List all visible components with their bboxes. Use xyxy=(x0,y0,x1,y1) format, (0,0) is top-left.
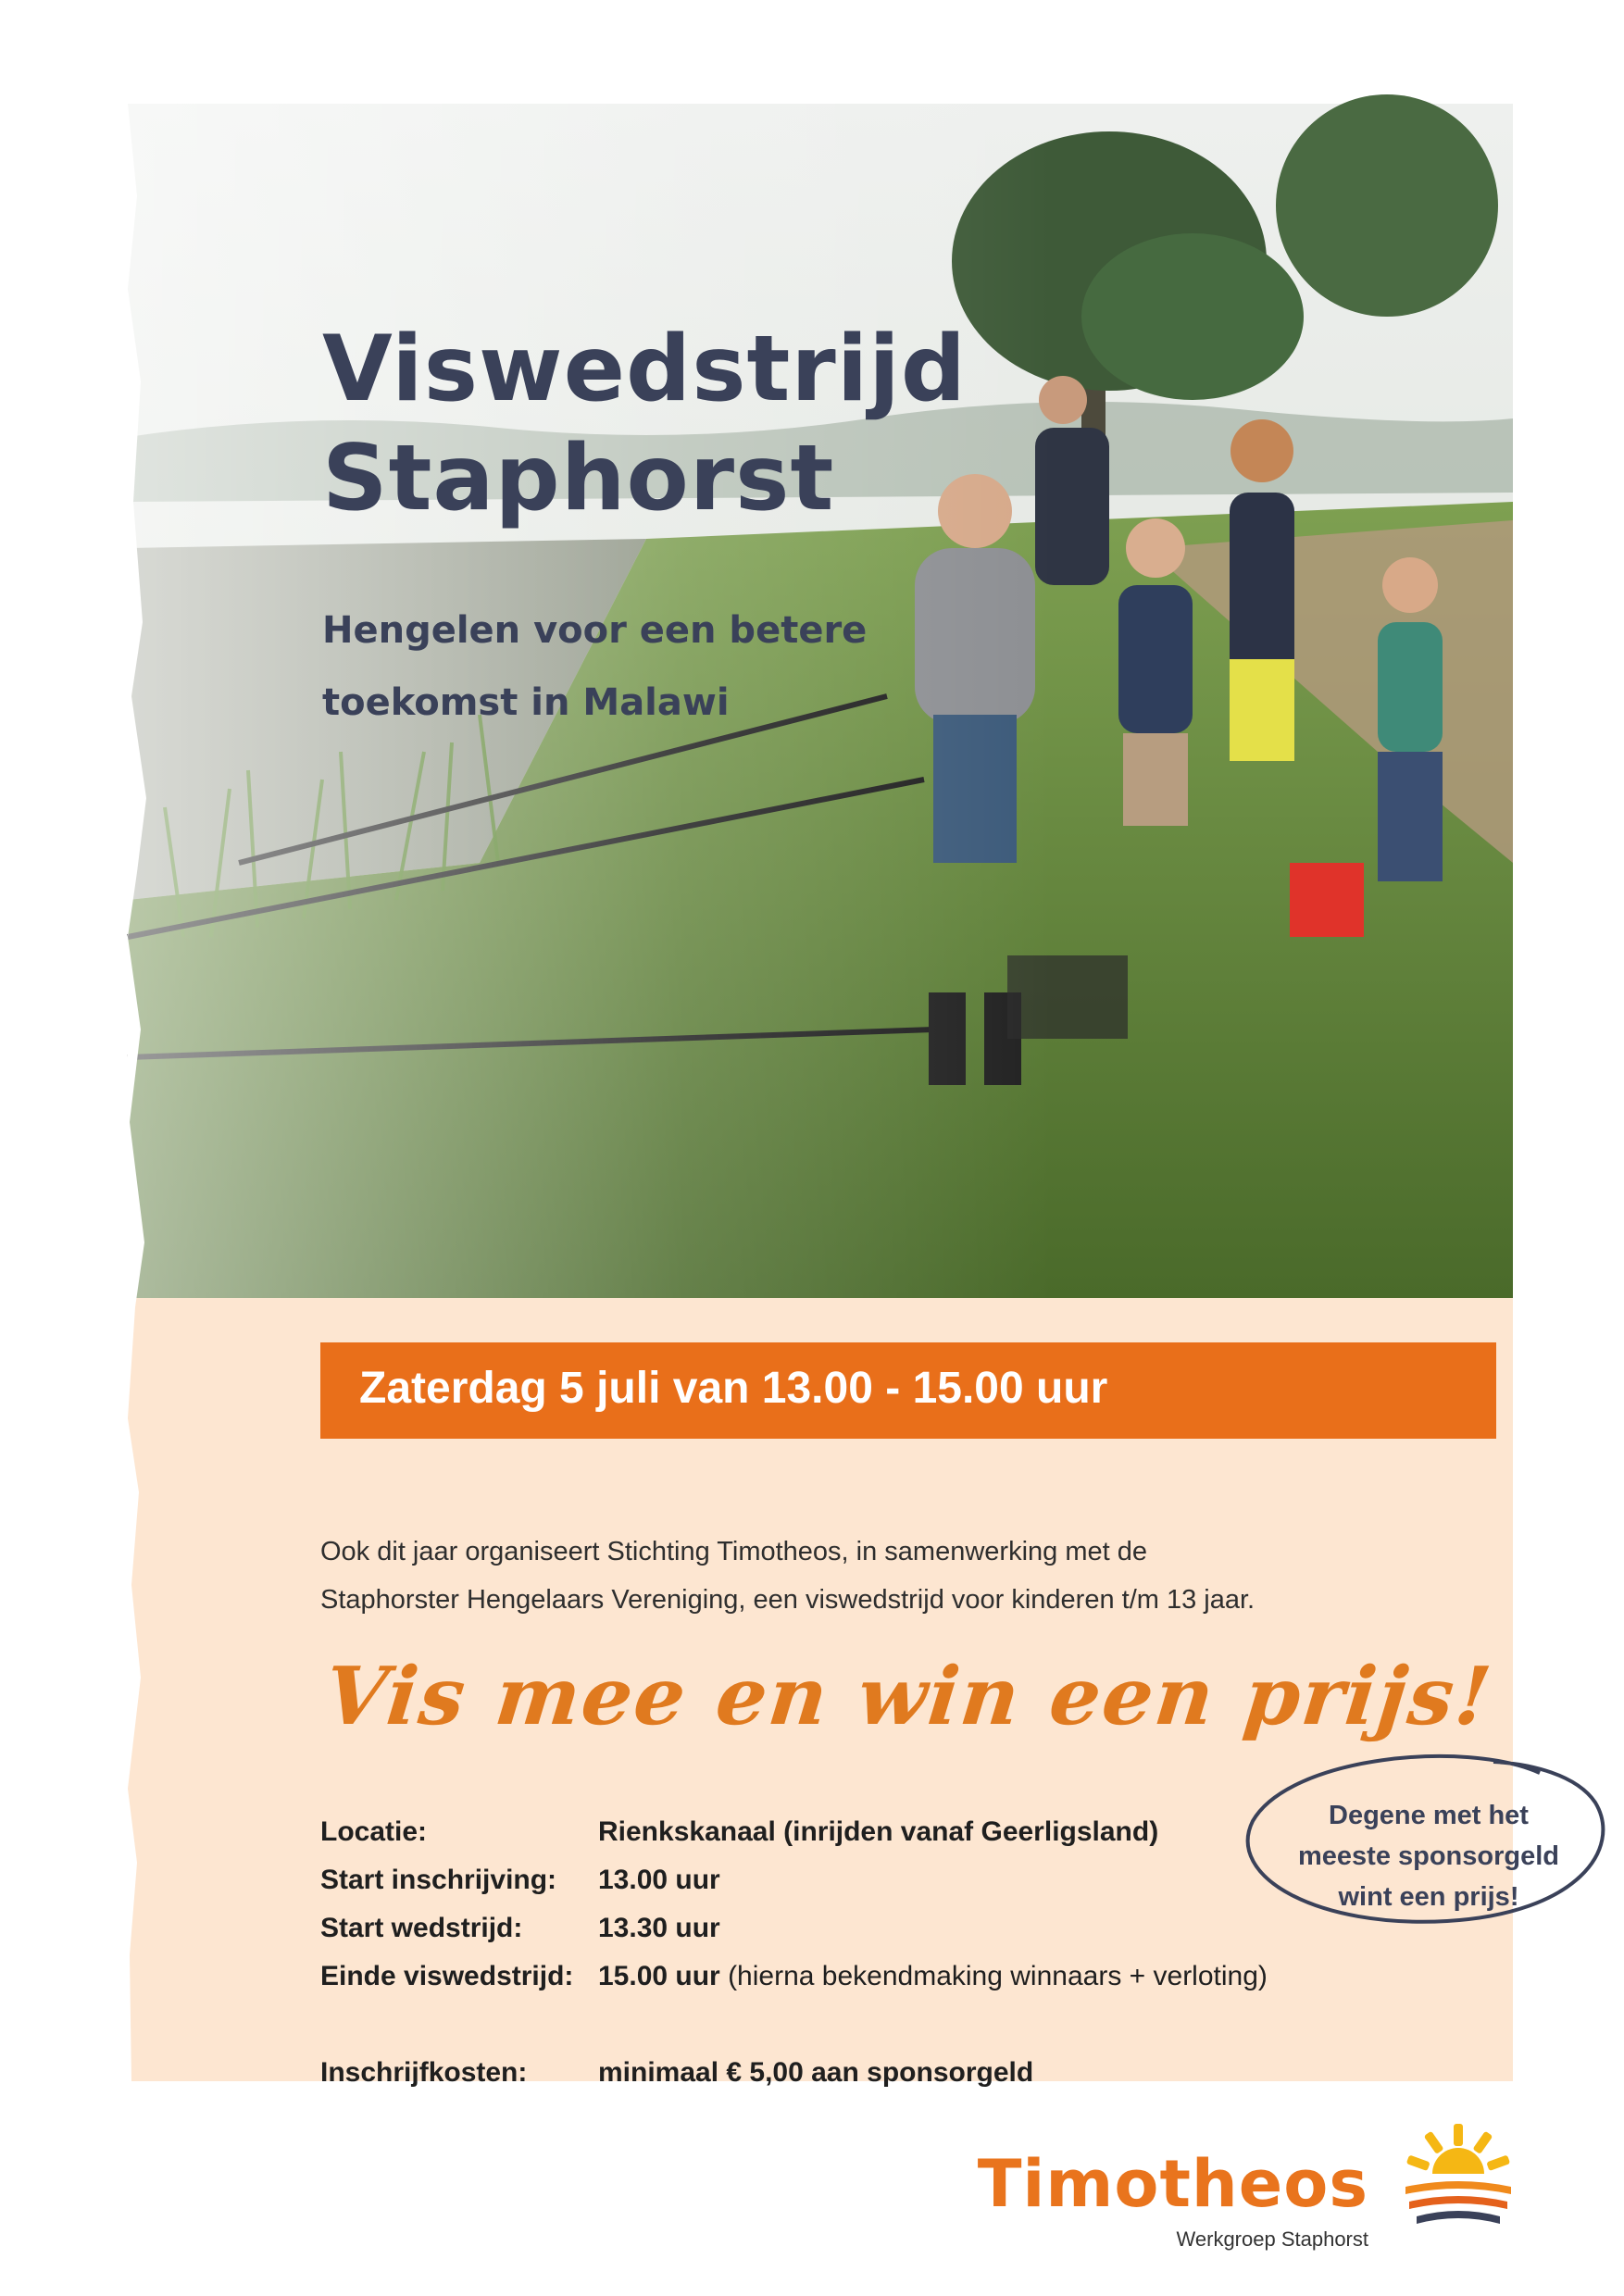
detail-value xyxy=(598,1913,720,1944)
intro-paragraph xyxy=(320,1528,1431,1624)
prize-callout xyxy=(1234,1747,1623,1932)
page-title xyxy=(322,315,1156,533)
callout-line-3: wint een prijs! xyxy=(1338,1882,1519,1912)
sun-logo-icon xyxy=(1398,2120,1518,2240)
detail-label: Start wedstrijd: xyxy=(320,1913,523,1943)
callout-line-1: Degene met het xyxy=(1329,1801,1529,1830)
detail-value-text: 15.00 uur xyxy=(598,1961,720,1991)
detail-label: Locatie: xyxy=(320,1816,428,1847)
brand-wordmark xyxy=(977,2146,1368,2257)
detail-value-text: 13.00 uur xyxy=(598,1865,720,1895)
slogan: Vis mee en win een prijs! xyxy=(320,1650,1497,1743)
subtitle-line-1: Hengelen voor een betere xyxy=(322,609,868,652)
detail-value-text: 13.30 uur xyxy=(598,1913,720,1943)
date-text: Zaterdag 5 juli van 13.00 - 15.00 uur xyxy=(359,1364,1108,1413)
detail-value-text: Rienkskanaal (inrijden vanaf Geerligsland) xyxy=(598,1816,1159,1847)
detail-value xyxy=(598,2057,1033,2089)
callout-text xyxy=(1262,1795,1595,1917)
intro-line-2: Staphorster Hengelaars Vereniging, een viswedstrijd voor kinderen t/m 13 jaar. xyxy=(320,1585,1255,1615)
intro-line-1: Ook dit jaar organiseert Stichting Timotheos, in samenwerking met de xyxy=(320,1537,1147,1566)
detail-note: (hierna bekendmaking winnaars + verloting) xyxy=(719,1961,1268,1991)
detail-value xyxy=(598,1961,1268,1992)
subtitle xyxy=(322,594,970,739)
date-banner xyxy=(320,1342,1496,1439)
title-line-1: Viswedstrijd xyxy=(322,317,968,422)
detail-value-text: minimaal € 5,00 aan sponsorgeld xyxy=(598,2057,1034,2088)
detail-label: Start inschrijving: xyxy=(320,1865,557,1895)
brand-subtitle: Werkgroep Staphorst xyxy=(1176,2227,1368,2251)
brand-name: Timotheos xyxy=(977,2146,1368,2222)
detail-label: Inschrijfkosten: xyxy=(320,2057,528,2088)
detail-label: Einde viswedstrijd: xyxy=(320,1961,574,1991)
detail-value xyxy=(598,1865,720,1896)
subtitle-line-2: toekomst in Malawi xyxy=(322,681,730,724)
title-line-2: Staphorst xyxy=(322,426,835,531)
detail-value xyxy=(598,1816,1158,1848)
callout-line-2: meeste sponsorgeld xyxy=(1297,1841,1560,1871)
torn-edge xyxy=(128,104,183,2081)
poster xyxy=(128,104,1560,2088)
